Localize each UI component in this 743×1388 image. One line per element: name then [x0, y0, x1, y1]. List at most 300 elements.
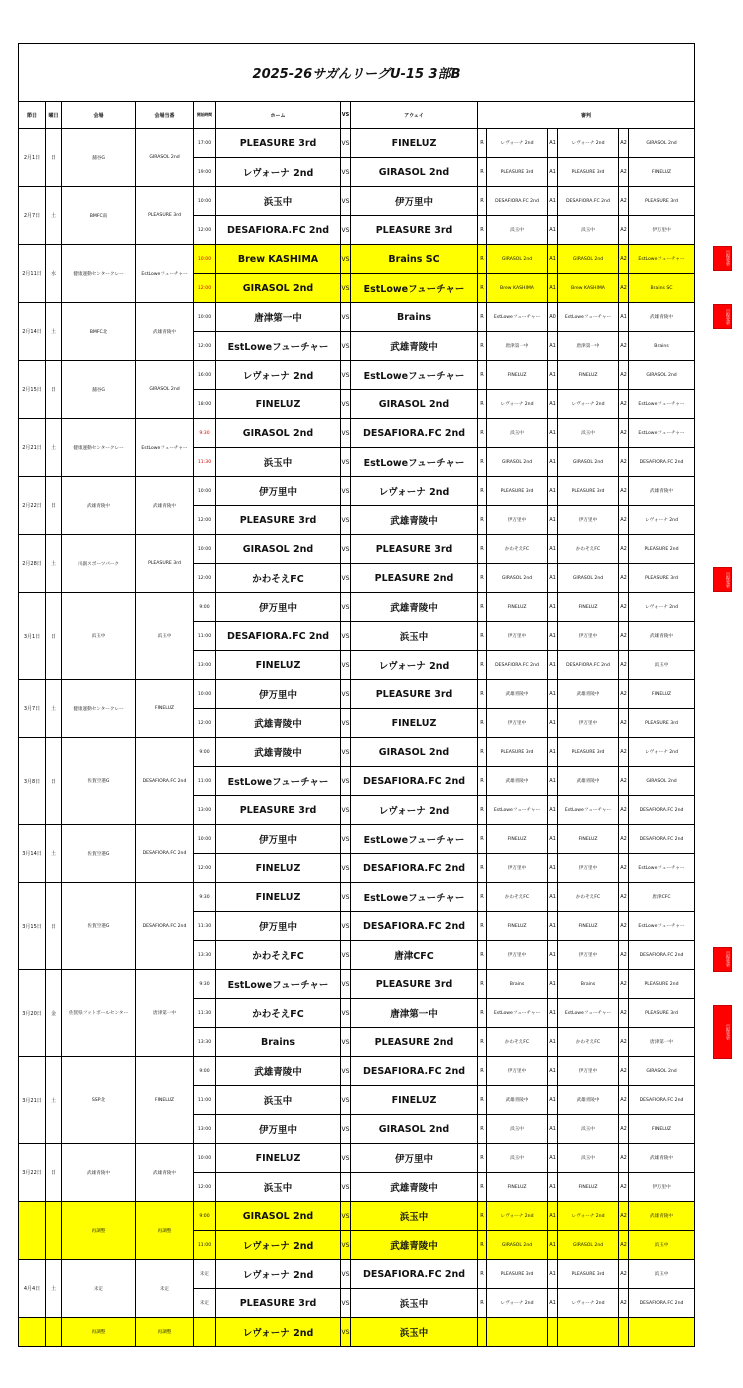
ref-label-a2: A2: [619, 245, 629, 274]
referee-a1: 浜玉中: [558, 1144, 619, 1173]
away-team: DESAFIORA.FC 2nd: [351, 767, 478, 796]
away-team: PLEASURE 3rd: [351, 680, 478, 709]
ref-label-r: R: [478, 187, 487, 216]
ref-label-r: [478, 1318, 487, 1347]
away-team: PLEASURE 3rd: [351, 970, 478, 999]
referee-a2: PLEASURE 3rd: [629, 564, 695, 593]
match-row: [19, 738, 695, 767]
schedule-sheet: [18, 43, 731, 1347]
ref-label-a2: A2: [619, 448, 629, 477]
referee-a1: PLEASURE 3rd: [558, 477, 619, 506]
referee-main: FINELUZ: [487, 1173, 548, 1202]
away-team: Brains: [351, 303, 478, 332]
referee-a1: レヴォーナ 2nd: [558, 1202, 619, 1231]
start-time: 9:30: [194, 970, 216, 999]
away-team: PLEASURE 3rd: [351, 535, 478, 564]
venue-duty: EstLoweフューチャー: [136, 419, 194, 477]
match-venue: 再調整: [62, 1202, 136, 1260]
ref-label-r: R: [478, 1289, 487, 1318]
start-time: 未定: [194, 1260, 216, 1289]
match-venue: 舗谷G: [62, 129, 136, 187]
ref-label-r: R: [478, 1173, 487, 1202]
away-team: DESAFIORA.FC 2nd: [351, 854, 478, 883]
home-team: FINELUZ: [216, 1144, 341, 1173]
vs-label: VS: [341, 535, 351, 564]
start-time: 12:00: [194, 854, 216, 883]
referee-a2: 浜玉中: [629, 1231, 695, 1260]
referee-main: レヴォーナ 2nd: [487, 390, 548, 419]
ref-label-a1: A1: [548, 419, 558, 448]
vs-label: VS: [341, 419, 351, 448]
home-team: レヴォーナ 2nd: [216, 158, 341, 187]
away-team: FINELUZ: [351, 1086, 478, 1115]
start-time: 10:00: [194, 535, 216, 564]
home-team: 伊万里中: [216, 680, 341, 709]
start-time: 9:00: [194, 1202, 216, 1231]
match-date: 3月20日: [19, 970, 46, 1057]
ref-label-a2: A2: [619, 506, 629, 535]
away-team: 浜玉中: [351, 1289, 478, 1318]
referee-a2: EstLoweフューチャー: [629, 245, 695, 274]
home-team: 伊万里中: [216, 1115, 341, 1144]
referee-a2: [629, 1318, 695, 1347]
start-time: 9:00: [194, 593, 216, 622]
home-team: PLEASURE 3rd: [216, 506, 341, 535]
referee-main: DESAFIORA.FC 2nd: [487, 187, 548, 216]
referee-main: 伊万里中: [487, 1057, 548, 1086]
ref-label-r: R: [478, 1115, 487, 1144]
match-date: 3月22日: [19, 1144, 46, 1202]
venue-duty: DESAFIORA.FC 2nd: [136, 883, 194, 970]
ref-label-a1: A1: [548, 1028, 558, 1057]
match-venue: 健康運動センタークレー: [62, 419, 136, 477]
away-team: 武雄青陵中: [351, 1231, 478, 1260]
ref-label-a1: A1: [548, 1057, 558, 1086]
away-team: GIRASOL 2nd: [351, 1115, 478, 1144]
ref-label-a2: A2: [619, 941, 629, 970]
ref-label-a2: A2: [619, 883, 629, 912]
ref-label-a1: A1: [548, 593, 558, 622]
venue-duty: DESAFIORA.FC 2nd: [136, 738, 194, 825]
referee-main: 武雄青陵中: [487, 1086, 548, 1115]
away-team: 唐津CFC: [351, 941, 478, 970]
referee-main: GIRASOL 2nd: [487, 245, 548, 274]
vs-label: VS: [341, 564, 351, 593]
match-venue: BMFC南: [62, 187, 136, 245]
venue-duty: EstLoweフューチャー: [136, 245, 194, 303]
ref-label-r: R: [478, 332, 487, 361]
vs-label: VS: [341, 1202, 351, 1231]
away-team: GIRASOL 2nd: [351, 738, 478, 767]
match-date: 3月7日: [19, 680, 46, 738]
home-team: 武雄青陵中: [216, 709, 341, 738]
referee-a2: GIRASOL 2nd: [629, 129, 695, 158]
referee-a1: 浜玉中: [558, 419, 619, 448]
referee-a2: DESAFIORA.FC 2nd: [629, 448, 695, 477]
ref-label-a2: A2: [619, 361, 629, 390]
header-home: ホーム: [216, 102, 341, 129]
start-time: 10:00: [194, 245, 216, 274]
start-time: 11:00: [194, 767, 216, 796]
match-row: [19, 1057, 695, 1086]
referee-a1: [558, 1318, 619, 1347]
referee-main: レヴォーナ 2nd: [487, 1289, 548, 1318]
ref-label-a1: A1: [548, 1115, 558, 1144]
away-team: EstLoweフューチャー: [351, 825, 478, 854]
ref-label-r: R: [478, 216, 487, 245]
ref-label-a1: A1: [548, 1202, 558, 1231]
match-date: 3月14日: [19, 825, 46, 883]
ref-label-a2: A2: [619, 129, 629, 158]
venue-duty: PLEASURE 3rd: [136, 187, 194, 245]
ref-label-a1: A1: [548, 825, 558, 854]
referee-a2: EstLoweフューチャー: [629, 912, 695, 941]
schedule-table: [18, 43, 695, 1347]
home-team: 伊万里中: [216, 912, 341, 941]
vs-label: VS: [341, 274, 351, 303]
venue-duty: GIRASOL 2nd: [136, 361, 194, 419]
vs-label: VS: [341, 825, 351, 854]
match-venue: 佐賀空港G: [62, 883, 136, 970]
match-row: [19, 535, 695, 564]
ref-label-r: R: [478, 1260, 487, 1289]
match-row: [19, 303, 695, 332]
start-time: 13:00: [194, 651, 216, 680]
referee-main: 武雄青陵中: [487, 767, 548, 796]
ref-label-a2: A2: [619, 825, 629, 854]
ref-label-a2: A2: [619, 999, 629, 1028]
ref-label-r: R: [478, 129, 487, 158]
away-team: DESAFIORA.FC 2nd: [351, 1260, 478, 1289]
ref-label-r: R: [478, 535, 487, 564]
home-team: GIRASOL 2nd: [216, 535, 341, 564]
home-team: 伊万里中: [216, 593, 341, 622]
away-team: 武雄青陵中: [351, 332, 478, 361]
away-team: DESAFIORA.FC 2nd: [351, 912, 478, 941]
away-team: GIRASOL 2nd: [351, 158, 478, 187]
vs-label: VS: [341, 622, 351, 651]
vs-label: VS: [341, 245, 351, 274]
home-team: レヴォーナ 2nd: [216, 1318, 341, 1347]
vs-label: VS: [341, 767, 351, 796]
home-team: EstLoweフューチャー: [216, 970, 341, 999]
ref-label-a2: A2: [619, 274, 629, 303]
header-date: 節日: [19, 102, 46, 129]
match-row: [19, 361, 695, 390]
referee-a1: 浜玉中: [558, 1115, 619, 1144]
home-team: GIRASOL 2nd: [216, 419, 341, 448]
referee-a1: FINELUZ: [558, 825, 619, 854]
referee-a1: GIRASOL 2nd: [558, 245, 619, 274]
ref-label-r: R: [478, 854, 487, 883]
home-team: EstLoweフューチャー: [216, 332, 341, 361]
venue-duty: 再調整: [136, 1202, 194, 1260]
venue-duty: 再調整: [136, 1318, 194, 1347]
match-weekday: 土: [46, 419, 62, 477]
match-weekday: 土: [46, 535, 62, 593]
match-row: [19, 1260, 695, 1289]
referee-a2: DESAFIORA.FC 2nd: [629, 825, 695, 854]
vs-label: VS: [341, 361, 351, 390]
ref-label-a2: A2: [619, 158, 629, 187]
ref-label-r: R: [478, 274, 487, 303]
ref-label-a1: A1: [548, 941, 558, 970]
home-team: GIRASOL 2nd: [216, 1202, 341, 1231]
start-time: 9:00: [194, 738, 216, 767]
referee-main: GIRASOL 2nd: [487, 564, 548, 593]
ref-label-a2: A2: [619, 1057, 629, 1086]
ref-label-a1: A1: [548, 332, 558, 361]
home-team: 伊万里中: [216, 825, 341, 854]
vs-label: VS: [341, 1057, 351, 1086]
referee-main: FINELUZ: [487, 825, 548, 854]
schedule-change-tag: 日程変更: [713, 1005, 732, 1059]
match-weekday: 金: [46, 970, 62, 1057]
ref-label-r: R: [478, 1028, 487, 1057]
ref-label-r: R: [478, 1202, 487, 1231]
referee-main: EstLoweフューチャー: [487, 303, 548, 332]
referee-a2: 伊万里中: [629, 216, 695, 245]
start-time: [194, 1318, 216, 1347]
venue-duty: PLEASURE 3rd: [136, 535, 194, 593]
header-venue-duty: 会場当番: [136, 102, 194, 129]
referee-a2: DESAFIORA.FC 2nd: [629, 796, 695, 825]
referee-a2: PLEASURE 3rd: [629, 709, 695, 738]
start-time: 12:00: [194, 1173, 216, 1202]
match-venue: 佐賀空港G: [62, 738, 136, 825]
match-row: [19, 245, 695, 274]
home-team: 浜玉中: [216, 1086, 341, 1115]
vs-label: VS: [341, 506, 351, 535]
match-row: [19, 970, 695, 999]
ref-label-a1: A1: [548, 1289, 558, 1318]
vs-label: VS: [341, 680, 351, 709]
match-venue: 健康運動センタークレー: [62, 680, 136, 738]
header-vs: VS: [341, 102, 351, 129]
referee-a1: DESAFIORA.FC 2nd: [558, 651, 619, 680]
ref-label-r: R: [478, 796, 487, 825]
referee-a2: GIRASOL 2nd: [629, 767, 695, 796]
ref-label-a1: A1: [548, 448, 558, 477]
start-time: 9:30: [194, 419, 216, 448]
ref-label-a1: A1: [548, 680, 558, 709]
home-team: 武雄青陵中: [216, 1057, 341, 1086]
ref-label-r: R: [478, 1144, 487, 1173]
match-venue: 佐賀県フットボールセンター: [62, 970, 136, 1057]
vs-label: VS: [341, 1028, 351, 1057]
referee-a1: かわそえFC: [558, 883, 619, 912]
start-time: 10:00: [194, 1144, 216, 1173]
away-team: Brains SC: [351, 245, 478, 274]
ref-label-a2: A2: [619, 767, 629, 796]
start-time: 11:00: [194, 1086, 216, 1115]
home-team: FINELUZ: [216, 390, 341, 419]
header-row: [19, 102, 695, 129]
start-time: 13:30: [194, 1028, 216, 1057]
header-referee: 審判: [478, 102, 695, 129]
ref-label-a2: A2: [619, 796, 629, 825]
match-date: 3月15日: [19, 883, 46, 970]
venue-duty: FINELUZ: [136, 1057, 194, 1144]
ref-label-a2: A2: [619, 854, 629, 883]
vs-label: VS: [341, 390, 351, 419]
away-team: PLEASURE 2nd: [351, 564, 478, 593]
away-team: 浜玉中: [351, 622, 478, 651]
page-title: 2025-26サガんリーグU-15 3部B: [19, 44, 695, 102]
ref-label-a1: A1: [548, 1231, 558, 1260]
header-away: アウェイ: [351, 102, 478, 129]
ref-label-a2: A2: [619, 1115, 629, 1144]
ref-label-a1: A1: [548, 158, 558, 187]
ref-label-a2: A2: [619, 622, 629, 651]
referee-a1: PLEASURE 3rd: [558, 738, 619, 767]
referee-main: 伊万里中: [487, 622, 548, 651]
vs-label: VS: [341, 999, 351, 1028]
venue-duty: 未定: [136, 1260, 194, 1318]
referee-a1: EstLoweフューチャー: [558, 303, 619, 332]
ref-label-a2: A2: [619, 738, 629, 767]
referee-main: PLEASURE 3rd: [487, 738, 548, 767]
venue-duty: 武雄青陵中: [136, 1144, 194, 1202]
start-time: 13:00: [194, 1115, 216, 1144]
referee-main: 武雄青陵中: [487, 680, 548, 709]
referee-a2: Brains: [629, 332, 695, 361]
referee-a2: Brains SC: [629, 274, 695, 303]
start-time: 11:30: [194, 999, 216, 1028]
referee-a1: EstLoweフューチャー: [558, 796, 619, 825]
start-time: 9:00: [194, 1057, 216, 1086]
ref-label-a1: A1: [548, 129, 558, 158]
referee-main: GIRASOL 2nd: [487, 1231, 548, 1260]
referee-main: FINELUZ: [487, 593, 548, 622]
referee-a1: DESAFIORA.FC 2nd: [558, 187, 619, 216]
vs-label: VS: [341, 1318, 351, 1347]
schedule-change-tag: 日程変更: [713, 567, 732, 592]
ref-label-a1: [548, 1318, 558, 1347]
match-weekday: 日: [46, 1144, 62, 1202]
schedule-change-tag: 日程変更: [713, 947, 732, 972]
home-team: GIRASOL 2nd: [216, 274, 341, 303]
match-weekday: 土: [46, 303, 62, 361]
referee-a2: レヴォーナ 2nd: [629, 506, 695, 535]
home-team: レヴォーナ 2nd: [216, 361, 341, 390]
vs-label: VS: [341, 303, 351, 332]
ref-label-r: R: [478, 1057, 487, 1086]
referee-a2: PLEASURE 2nd: [629, 535, 695, 564]
ref-label-a1: A1: [548, 709, 558, 738]
match-weekday: 日: [46, 477, 62, 535]
away-team: EstLoweフューチャー: [351, 448, 478, 477]
away-team: 浜玉中: [351, 1318, 478, 1347]
ref-label-a2: A2: [619, 912, 629, 941]
ref-label-a1: A1: [548, 361, 558, 390]
vs-label: VS: [341, 448, 351, 477]
vs-label: VS: [341, 332, 351, 361]
match-row: [19, 883, 695, 912]
venue-duty: 唐津第一中: [136, 970, 194, 1057]
schedule-change-tag: 日程変更: [713, 246, 732, 271]
referee-a1: PLEASURE 3rd: [558, 1260, 619, 1289]
ref-label-a2: A2: [619, 419, 629, 448]
referee-main: Brains: [487, 970, 548, 999]
referee-a2: レヴォーナ 2nd: [629, 593, 695, 622]
ref-label-r: R: [478, 245, 487, 274]
home-team: FINELUZ: [216, 651, 341, 680]
referee-a1: かわそえFC: [558, 1028, 619, 1057]
referee-a2: 武雄青陵中: [629, 303, 695, 332]
away-team: PLEASURE 3rd: [351, 216, 478, 245]
referee-main: かわそえFC: [487, 1028, 548, 1057]
referee-main: 伊万里中: [487, 709, 548, 738]
referee-main: 浜玉中: [487, 216, 548, 245]
ref-label-a1: A1: [548, 1173, 558, 1202]
ref-label-r: R: [478, 970, 487, 999]
home-team: レヴォーナ 2nd: [216, 1231, 341, 1260]
venue-duty: 武雄青陵中: [136, 477, 194, 535]
start-time: 12:00: [194, 216, 216, 245]
ref-label-r: R: [478, 1231, 487, 1260]
start-time: 10:00: [194, 680, 216, 709]
referee-main: EstLoweフューチャー: [487, 796, 548, 825]
home-team: かわそえFC: [216, 941, 341, 970]
venue-duty: DESAFIORA.FC 2nd: [136, 825, 194, 883]
referee-main: DESAFIORA.FC 2nd: [487, 651, 548, 680]
ref-label-a2: A2: [619, 477, 629, 506]
home-team: EstLoweフューチャー: [216, 767, 341, 796]
away-team: レヴォーナ 2nd: [351, 651, 478, 680]
referee-a1: レヴォーナ 2nd: [558, 1289, 619, 1318]
match-date: 4月4日: [19, 1260, 46, 1318]
ref-label-a2: A2: [619, 390, 629, 419]
ref-label-a2: A2: [619, 970, 629, 999]
home-team: 武雄青陵中: [216, 738, 341, 767]
referee-main: かわそえFC: [487, 535, 548, 564]
away-team: 浜玉中: [351, 1202, 478, 1231]
start-time: 10:00: [194, 303, 216, 332]
ref-label-r: R: [478, 419, 487, 448]
vs-label: VS: [341, 187, 351, 216]
match-row: [19, 593, 695, 622]
referee-a2: FINELUZ: [629, 680, 695, 709]
start-time: 10:00: [194, 477, 216, 506]
ref-label-a1: A1: [548, 1086, 558, 1115]
match-venue: 佐賀空港G: [62, 825, 136, 883]
referee-a2: DESAFIORA.FC 2nd: [629, 1086, 695, 1115]
referee-main: 伊万里中: [487, 854, 548, 883]
away-team: GIRASOL 2nd: [351, 390, 478, 419]
ref-label-a1: A1: [548, 477, 558, 506]
start-time: 12:00: [194, 332, 216, 361]
referee-a1: 伊万里中: [558, 854, 619, 883]
away-team: レヴォーナ 2nd: [351, 796, 478, 825]
ref-label-a1: A1: [548, 999, 558, 1028]
referee-main: PLEASURE 3rd: [487, 158, 548, 187]
match-weekday: 日: [46, 129, 62, 187]
referee-a1: GIRASOL 2nd: [558, 1231, 619, 1260]
schedule-change-tag: 日程変更: [713, 304, 732, 329]
vs-label: VS: [341, 1231, 351, 1260]
match-date: 3月1日: [19, 593, 46, 680]
referee-main: FINELUZ: [487, 912, 548, 941]
ref-label-r: R: [478, 999, 487, 1028]
start-time: 13:30: [194, 941, 216, 970]
ref-label-a2: A2: [619, 1289, 629, 1318]
ref-label-a2: A2: [619, 1086, 629, 1115]
referee-main: [487, 1318, 548, 1347]
match-row: [19, 1202, 695, 1231]
referee-a1: GIRASOL 2nd: [558, 448, 619, 477]
match-row: [19, 477, 695, 506]
